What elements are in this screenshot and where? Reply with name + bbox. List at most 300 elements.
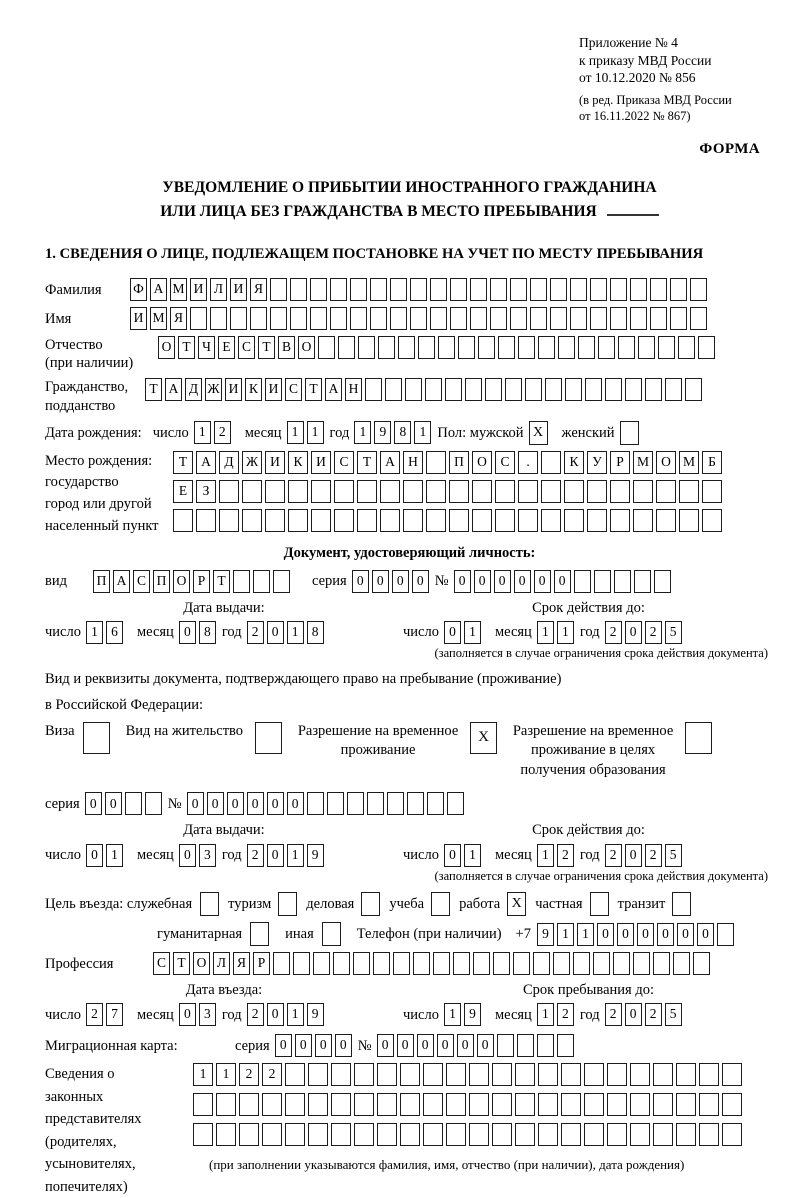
char-cell[interactable]: Я [170, 307, 187, 330]
char-cell[interactable] [699, 1093, 719, 1116]
char-cell[interactable] [557, 1034, 574, 1057]
char-cell[interactable] [513, 952, 530, 975]
char-cell[interactable]: Ч [198, 336, 215, 359]
char-cell[interactable]: 0 [454, 570, 471, 593]
char-cell[interactable] [537, 1034, 554, 1057]
purpose-official-checkbox[interactable] [200, 892, 219, 916]
char-cell[interactable] [492, 1123, 512, 1146]
char-cell[interactable] [310, 307, 327, 330]
purpose-business-checkbox[interactable] [361, 892, 380, 916]
char-cell[interactable] [570, 278, 587, 301]
char-cell[interactable]: Д [185, 378, 202, 401]
char-cell[interactable]: Л [213, 952, 230, 975]
char-cell[interactable]: В [278, 336, 295, 359]
char-cell[interactable] [561, 1063, 581, 1086]
char-cell[interactable] [679, 509, 699, 532]
char-cell[interactable] [387, 792, 404, 815]
char-cell[interactable]: А [325, 378, 342, 401]
char-cell[interactable] [518, 480, 538, 503]
char-cell[interactable]: 9 [537, 923, 554, 946]
char-cell[interactable] [407, 792, 424, 815]
char-cell[interactable] [242, 480, 262, 503]
char-cell[interactable] [405, 378, 422, 401]
char-cell[interactable] [497, 1034, 514, 1057]
char-cell[interactable] [426, 509, 446, 532]
char-cell[interactable] [433, 952, 450, 975]
char-cell[interactable] [216, 1123, 236, 1146]
char-cell[interactable] [515, 1093, 535, 1116]
char-cell[interactable] [678, 336, 695, 359]
char-cell[interactable]: Н [403, 451, 423, 474]
char-cell[interactable] [403, 509, 423, 532]
char-cell[interactable] [445, 378, 462, 401]
char-cell[interactable] [625, 378, 642, 401]
char-cell[interactable] [470, 278, 487, 301]
char-cell[interactable] [607, 1123, 627, 1146]
char-cell[interactable] [492, 1093, 512, 1116]
char-cell[interactable]: И [230, 278, 247, 301]
char-cell[interactable]: 1 [287, 1003, 304, 1026]
char-cell[interactable]: 2 [645, 621, 662, 644]
char-cell[interactable] [370, 307, 387, 330]
char-cell[interactable] [505, 378, 522, 401]
char-cell[interactable] [561, 1093, 581, 1116]
char-cell[interactable]: 2 [557, 1003, 574, 1026]
char-cell[interactable] [330, 307, 347, 330]
char-cell[interactable] [525, 378, 542, 401]
char-cell[interactable] [430, 307, 447, 330]
char-cell[interactable] [242, 509, 262, 532]
char-cell[interactable]: 3 [199, 1003, 216, 1026]
char-cell[interactable] [645, 378, 662, 401]
char-cell[interactable] [219, 509, 239, 532]
char-cell[interactable] [250, 307, 267, 330]
char-cell[interactable] [553, 952, 570, 975]
char-cell[interactable] [564, 480, 584, 503]
char-cell[interactable] [330, 278, 347, 301]
char-cell[interactable]: 0 [397, 1034, 414, 1057]
char-cell[interactable] [722, 1123, 742, 1146]
char-cell[interactable] [541, 451, 561, 474]
char-cell[interactable] [338, 336, 355, 359]
char-cell[interactable]: М [150, 307, 167, 330]
char-cell[interactable]: 0 [697, 923, 714, 946]
char-cell[interactable]: 1 [307, 421, 324, 444]
char-cell[interactable] [377, 1093, 397, 1116]
char-cell[interactable] [690, 307, 707, 330]
char-cell[interactable] [458, 336, 475, 359]
char-cell[interactable]: 0 [514, 570, 531, 593]
char-cell[interactable]: 1 [557, 621, 574, 644]
purpose-study-checkbox[interactable] [431, 892, 450, 916]
char-cell[interactable]: М [170, 278, 187, 301]
char-cell[interactable] [607, 1063, 627, 1086]
char-cell[interactable] [318, 336, 335, 359]
char-cell[interactable] [196, 509, 216, 532]
char-cell[interactable]: 0 [352, 570, 369, 593]
char-cell[interactable] [518, 509, 538, 532]
char-cell[interactable] [565, 378, 582, 401]
char-cell[interactable]: А [113, 570, 130, 593]
char-cell[interactable]: 0 [267, 792, 284, 815]
char-cell[interactable] [469, 1093, 489, 1116]
char-cell[interactable] [607, 1093, 627, 1116]
char-cell[interactable]: 0 [477, 1034, 494, 1057]
char-cell[interactable] [670, 278, 687, 301]
char-cell[interactable] [426, 480, 446, 503]
char-cell[interactable] [630, 1123, 650, 1146]
char-cell[interactable]: 2 [605, 621, 622, 644]
char-cell[interactable]: 0 [417, 1034, 434, 1057]
char-cell[interactable]: А [150, 278, 167, 301]
char-cell[interactable] [446, 1093, 466, 1116]
char-cell[interactable] [702, 509, 722, 532]
char-cell[interactable]: И [265, 451, 285, 474]
char-cell[interactable]: Т [145, 378, 162, 401]
char-cell[interactable]: Т [357, 451, 377, 474]
char-cell[interactable] [610, 307, 627, 330]
char-cell[interactable]: 0 [335, 1034, 352, 1057]
char-cell[interactable] [423, 1093, 443, 1116]
char-cell[interactable]: О [158, 336, 175, 359]
char-cell[interactable]: 2 [262, 1063, 282, 1086]
char-cell[interactable]: 0 [597, 923, 614, 946]
char-cell[interactable] [570, 307, 587, 330]
char-cell[interactable]: Я [233, 952, 250, 975]
char-cell[interactable] [293, 952, 310, 975]
char-cell[interactable] [550, 307, 567, 330]
char-cell[interactable]: 1 [414, 421, 431, 444]
char-cell[interactable]: 0 [227, 792, 244, 815]
char-cell[interactable]: 0 [412, 570, 429, 593]
char-cell[interactable]: 0 [677, 923, 694, 946]
char-cell[interactable] [702, 480, 722, 503]
char-cell[interactable]: 2 [605, 1003, 622, 1026]
char-cell[interactable] [564, 509, 584, 532]
char-cell[interactable]: 0 [207, 792, 224, 815]
char-cell[interactable]: 2 [239, 1063, 259, 1086]
char-cell[interactable] [699, 1063, 719, 1086]
char-cell[interactable]: К [564, 451, 584, 474]
char-cell[interactable]: М [679, 451, 699, 474]
char-cell[interactable] [370, 278, 387, 301]
char-cell[interactable] [717, 923, 734, 946]
char-cell[interactable] [545, 378, 562, 401]
char-cell[interactable] [590, 307, 607, 330]
char-cell[interactable] [331, 1063, 351, 1086]
char-cell[interactable]: 0 [392, 570, 409, 593]
char-cell[interactable] [578, 336, 595, 359]
char-cell[interactable] [265, 509, 285, 532]
char-cell[interactable]: 9 [307, 1003, 324, 1026]
char-cell[interactable]: 0 [187, 792, 204, 815]
char-cell[interactable] [693, 952, 710, 975]
char-cell[interactable] [239, 1123, 259, 1146]
char-cell[interactable]: 2 [247, 844, 264, 867]
char-cell[interactable] [470, 307, 487, 330]
char-cell[interactable]: 0 [267, 621, 284, 644]
char-cell[interactable] [265, 480, 285, 503]
char-cell[interactable] [676, 1093, 696, 1116]
char-cell[interactable] [538, 1063, 558, 1086]
char-cell[interactable] [698, 336, 715, 359]
char-cell[interactable] [653, 1063, 673, 1086]
char-cell[interactable] [239, 1093, 259, 1116]
char-cell[interactable] [670, 307, 687, 330]
char-cell[interactable] [219, 480, 239, 503]
char-cell[interactable] [290, 278, 307, 301]
char-cell[interactable] [233, 570, 250, 593]
char-cell[interactable]: 0 [625, 621, 642, 644]
char-cell[interactable] [450, 307, 467, 330]
char-cell[interactable] [573, 952, 590, 975]
char-cell[interactable] [605, 378, 622, 401]
char-cell[interactable]: 0 [554, 570, 571, 593]
char-cell[interactable]: И [190, 278, 207, 301]
char-cell[interactable] [285, 1063, 305, 1086]
char-cell[interactable]: Н [345, 378, 362, 401]
char-cell[interactable]: С [285, 378, 302, 401]
char-cell[interactable] [173, 509, 193, 532]
char-cell[interactable] [478, 336, 495, 359]
char-cell[interactable] [450, 278, 467, 301]
char-cell[interactable]: 0 [444, 844, 461, 867]
char-cell[interactable] [650, 307, 667, 330]
char-cell[interactable] [373, 952, 390, 975]
char-cell[interactable] [472, 509, 492, 532]
char-cell[interactable]: Ж [242, 451, 262, 474]
char-cell[interactable] [307, 792, 324, 815]
char-cell[interactable] [354, 1063, 374, 1086]
char-cell[interactable]: Ж [205, 378, 222, 401]
char-cell[interactable]: Р [253, 952, 270, 975]
char-cell[interactable] [473, 952, 490, 975]
char-cell[interactable]: С [133, 570, 150, 593]
char-cell[interactable] [380, 509, 400, 532]
char-cell[interactable] [423, 1123, 443, 1146]
char-cell[interactable] [469, 1123, 489, 1146]
char-cell[interactable]: 0 [267, 1003, 284, 1026]
char-cell[interactable]: Т [213, 570, 230, 593]
char-cell[interactable]: 2 [214, 421, 231, 444]
char-cell[interactable] [125, 792, 142, 815]
char-cell[interactable] [634, 570, 651, 593]
char-cell[interactable] [400, 1123, 420, 1146]
char-cell[interactable]: З [196, 480, 216, 503]
char-cell[interactable] [650, 278, 667, 301]
char-cell[interactable]: Л [210, 278, 227, 301]
char-cell[interactable]: П [93, 570, 110, 593]
char-cell[interactable] [530, 278, 547, 301]
char-cell[interactable]: 2 [605, 844, 622, 867]
char-cell[interactable] [288, 480, 308, 503]
char-cell[interactable]: 6 [106, 621, 123, 644]
char-cell[interactable] [354, 1123, 374, 1146]
char-cell[interactable] [593, 952, 610, 975]
char-cell[interactable] [378, 336, 395, 359]
char-cell[interactable] [390, 307, 407, 330]
char-cell[interactable]: Т [258, 336, 275, 359]
char-cell[interactable] [614, 570, 631, 593]
char-cell[interactable]: 0 [267, 844, 284, 867]
char-cell[interactable] [426, 451, 446, 474]
char-cell[interactable] [610, 480, 630, 503]
char-cell[interactable]: М [633, 451, 653, 474]
char-cell[interactable] [449, 509, 469, 532]
char-cell[interactable] [561, 1123, 581, 1146]
char-cell[interactable]: 0 [85, 792, 102, 815]
char-cell[interactable] [410, 307, 427, 330]
char-cell[interactable]: А [380, 451, 400, 474]
char-cell[interactable] [685, 378, 702, 401]
char-cell[interactable] [393, 952, 410, 975]
char-cell[interactable] [350, 278, 367, 301]
char-cell[interactable] [308, 1093, 328, 1116]
char-cell[interactable] [262, 1093, 282, 1116]
char-cell[interactable]: 1 [86, 621, 103, 644]
char-cell[interactable]: 1 [194, 421, 211, 444]
char-cell[interactable] [273, 570, 290, 593]
residence-permit-checkbox[interactable] [255, 722, 282, 754]
char-cell[interactable]: 0 [247, 792, 264, 815]
char-cell[interactable] [358, 336, 375, 359]
char-cell[interactable] [331, 1123, 351, 1146]
char-cell[interactable] [210, 307, 227, 330]
char-cell[interactable] [598, 336, 615, 359]
char-cell[interactable]: А [196, 451, 216, 474]
char-cell[interactable]: Р [193, 570, 210, 593]
char-cell[interactable]: 0 [287, 792, 304, 815]
char-cell[interactable]: Е [218, 336, 235, 359]
char-cell[interactable] [190, 307, 207, 330]
char-cell[interactable] [398, 336, 415, 359]
char-cell[interactable]: 0 [179, 621, 196, 644]
char-cell[interactable]: 0 [625, 844, 642, 867]
char-cell[interactable] [438, 336, 455, 359]
char-cell[interactable] [465, 378, 482, 401]
char-cell[interactable]: К [288, 451, 308, 474]
char-cell[interactable] [656, 480, 676, 503]
char-cell[interactable]: С [153, 952, 170, 975]
char-cell[interactable] [653, 952, 670, 975]
char-cell[interactable] [311, 480, 331, 503]
char-cell[interactable] [353, 952, 370, 975]
char-cell[interactable]: П [449, 451, 469, 474]
char-cell[interactable] [418, 336, 435, 359]
char-cell[interactable] [216, 1093, 236, 1116]
char-cell[interactable] [665, 378, 682, 401]
char-cell[interactable] [584, 1093, 604, 1116]
char-cell[interactable] [618, 336, 635, 359]
char-cell[interactable]: 0 [377, 1034, 394, 1057]
temp-residence-education-checkbox[interactable] [685, 722, 712, 754]
char-cell[interactable] [357, 480, 377, 503]
char-cell[interactable]: 8 [394, 421, 411, 444]
char-cell[interactable] [638, 336, 655, 359]
char-cell[interactable]: 0 [372, 570, 389, 593]
char-cell[interactable]: 0 [179, 1003, 196, 1026]
char-cell[interactable]: 9 [307, 844, 324, 867]
char-cell[interactable] [430, 278, 447, 301]
char-cell[interactable] [495, 509, 515, 532]
char-cell[interactable]: Т [173, 952, 190, 975]
char-cell[interactable]: О [193, 952, 210, 975]
char-cell[interactable] [574, 570, 591, 593]
char-cell[interactable] [145, 792, 162, 815]
char-cell[interactable]: 0 [534, 570, 551, 593]
char-cell[interactable] [585, 378, 602, 401]
char-cell[interactable]: 1 [537, 844, 554, 867]
char-cell[interactable] [333, 952, 350, 975]
char-cell[interactable]: 1 [444, 1003, 461, 1026]
char-cell[interactable]: 0 [179, 844, 196, 867]
char-cell[interactable] [403, 480, 423, 503]
char-cell[interactable] [587, 480, 607, 503]
char-cell[interactable] [290, 307, 307, 330]
char-cell[interactable]: Д [219, 451, 239, 474]
char-cell[interactable] [658, 336, 675, 359]
char-cell[interactable]: С [334, 451, 354, 474]
char-cell[interactable] [453, 952, 470, 975]
char-cell[interactable] [510, 307, 527, 330]
char-cell[interactable]: И [130, 307, 147, 330]
char-cell[interactable] [630, 1093, 650, 1116]
char-cell[interactable]: Т [178, 336, 195, 359]
char-cell[interactable] [722, 1093, 742, 1116]
char-cell[interactable]: 2 [645, 844, 662, 867]
char-cell[interactable] [676, 1123, 696, 1146]
char-cell[interactable] [331, 1093, 351, 1116]
char-cell[interactable] [472, 480, 492, 503]
char-cell[interactable] [510, 278, 527, 301]
char-cell[interactable] [541, 480, 561, 503]
char-cell[interactable] [380, 480, 400, 503]
char-cell[interactable]: 5 [665, 844, 682, 867]
char-cell[interactable] [653, 1093, 673, 1116]
char-cell[interactable] [530, 307, 547, 330]
char-cell[interactable]: 1 [354, 421, 371, 444]
char-cell[interactable]: 8 [199, 621, 216, 644]
char-cell[interactable]: 7 [106, 1003, 123, 1026]
char-cell[interactable]: 1 [537, 1003, 554, 1026]
char-cell[interactable]: 2 [247, 1003, 264, 1026]
char-cell[interactable]: Б [702, 451, 722, 474]
char-cell[interactable]: 3 [199, 844, 216, 867]
char-cell[interactable]: 1 [287, 844, 304, 867]
char-cell[interactable]: К [245, 378, 262, 401]
char-cell[interactable]: У [587, 451, 607, 474]
char-cell[interactable] [447, 792, 464, 815]
char-cell[interactable] [584, 1123, 604, 1146]
char-cell[interactable] [365, 378, 382, 401]
char-cell[interactable] [584, 1063, 604, 1086]
char-cell[interactable]: Т [305, 378, 322, 401]
char-cell[interactable]: . [518, 451, 538, 474]
char-cell[interactable] [610, 278, 627, 301]
char-cell[interactable]: Е [173, 480, 193, 503]
char-cell[interactable] [633, 952, 650, 975]
char-cell[interactable] [653, 1123, 673, 1146]
char-cell[interactable] [273, 952, 290, 975]
char-cell[interactable] [193, 1093, 213, 1116]
char-cell[interactable]: 0 [657, 923, 674, 946]
char-cell[interactable]: И [225, 378, 242, 401]
char-cell[interactable]: 0 [494, 570, 511, 593]
char-cell[interactable] [590, 278, 607, 301]
char-cell[interactable] [490, 307, 507, 330]
char-cell[interactable] [347, 792, 364, 815]
char-cell[interactable] [673, 952, 690, 975]
